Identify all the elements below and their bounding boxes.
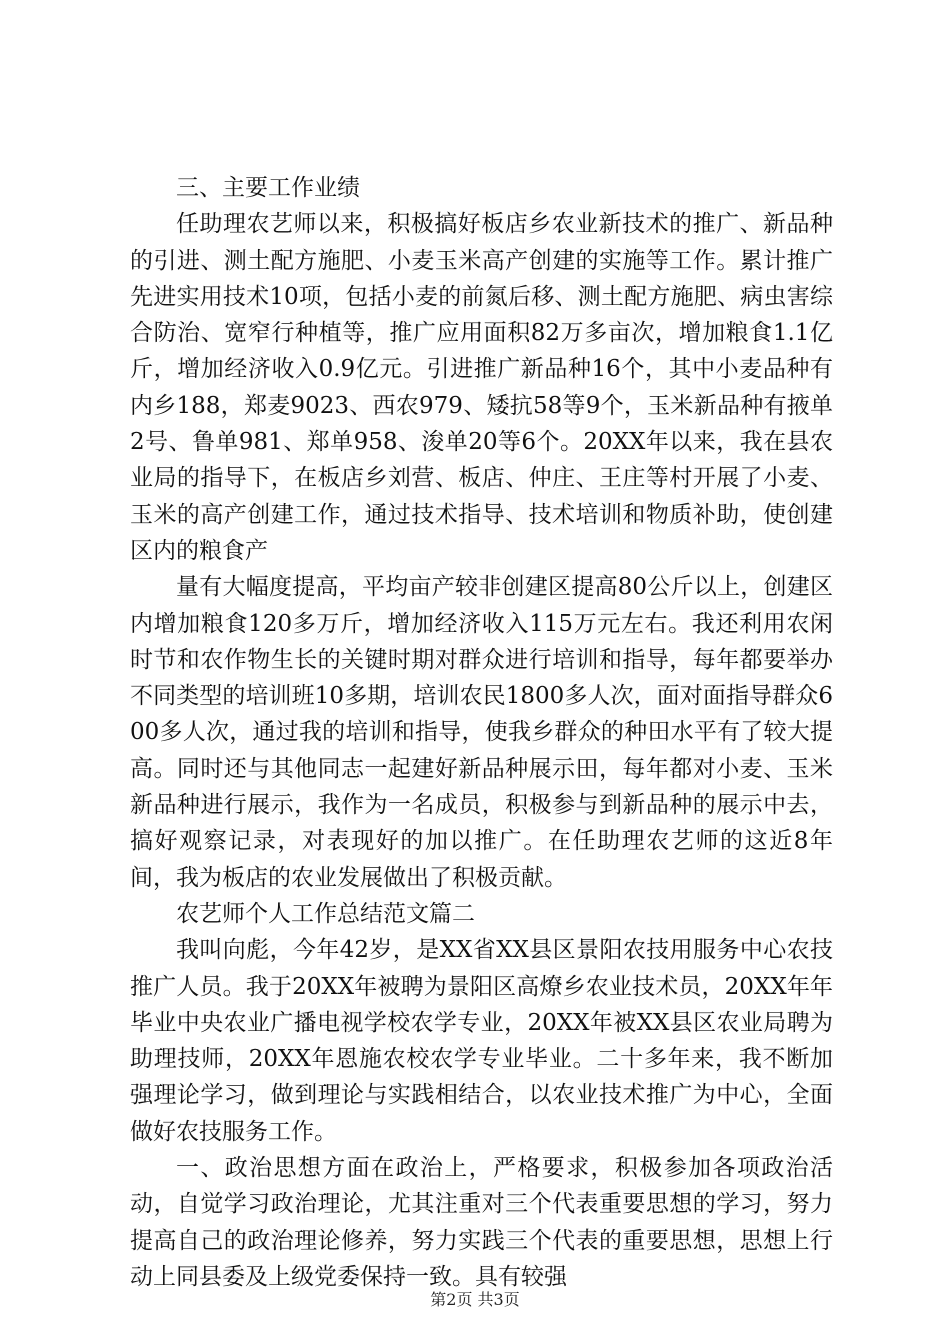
- paragraph-intro: 我叫向彪，今年42岁，是XX省XX县区景阳农技用服务中心农技推广人员。我于20XX年被聘为景阳区高燎乡农业技术员，20XX年年毕业中央农业广播电视学校农学专业，20XX年被XX县区农业局聘为助理技师，20XX年恩施农校农学专业毕业。二十多年来，我不断加强理论学习，做到理论与实践相结合，以农业技术推广为中心，全面做好农技服务工作。: [130, 937, 833, 1145]
- paragraph-achievements-2: 量有大幅度提高，平均亩产较非创建区提高80公斤以上，创建区内增加粮食120多万斤，增加经济收入115万元左右。我还利用农闲时节和农作物生长的关键时期对群众进行培训和指导，每年都要举办不同类型的培训班10多期，培训农民1800多人次，面对面指导群众600多人次，通过我的培训和指导，使我乡群众的种田水平有了较大提高。同时还与其他同志一起建好新品种展示田，每年都对小麦、玉米新品种进行展示，我作为一名成员，积极参与到新品种的展示中去，搞好观察记录，对表现好的加以推广。在任助理农艺师的这近8年间，我为板店的农业发展做出了积极贡献。: [130, 574, 833, 891]
- paragraph-achievements-1: 任助理农艺师以来，积极搞好板店乡农业新技术的推广、新品种的引进、测土配方施肥、小麦玉米高产创建的实施等工作。累计推广先进实用技术10项，包括小麦的前氮后移、测土配方施肥、病虫害综合防治、宽窄行种植等，推广应用面积82万多亩次，增加粮食1.1亿斤，增加经济收入0.9亿元。引进推广新品种16个，其中小麦品种有内乡188，郑麦9023、西农979、矮抗58等9个，玉米新品种有掖单2号、鲁单981、郑单958、浚单20等6个。20XX年以来，我在县农业局的指导下，在板店乡刘营、板店、仲庄、王庄等村开展了小麦、玉米的高产创建工作，通过技术指导、技术培训和物质补助，使创建区内的粮食产: [130, 211, 833, 564]
- document-body: [130, 170, 833, 1295]
- paragraph-politics: 一、政治思想方面在政治上，严格要求，积极参加各项政治活动，自觉学习政治理论，尤其注重对三个代表重要思想的学习，努力提高自己的政治理论修养，努力实践三个代表的重要思想，思想上行动上同县委及上级党委保持一致。具有较强: [130, 1155, 833, 1290]
- page-footer: 第2页 共3页: [430, 1290, 520, 1309]
- subtitle: 农艺师个人工作总结范文篇二: [176, 900, 475, 927]
- section-heading: 三、主要工作业绩: [176, 175, 360, 201]
